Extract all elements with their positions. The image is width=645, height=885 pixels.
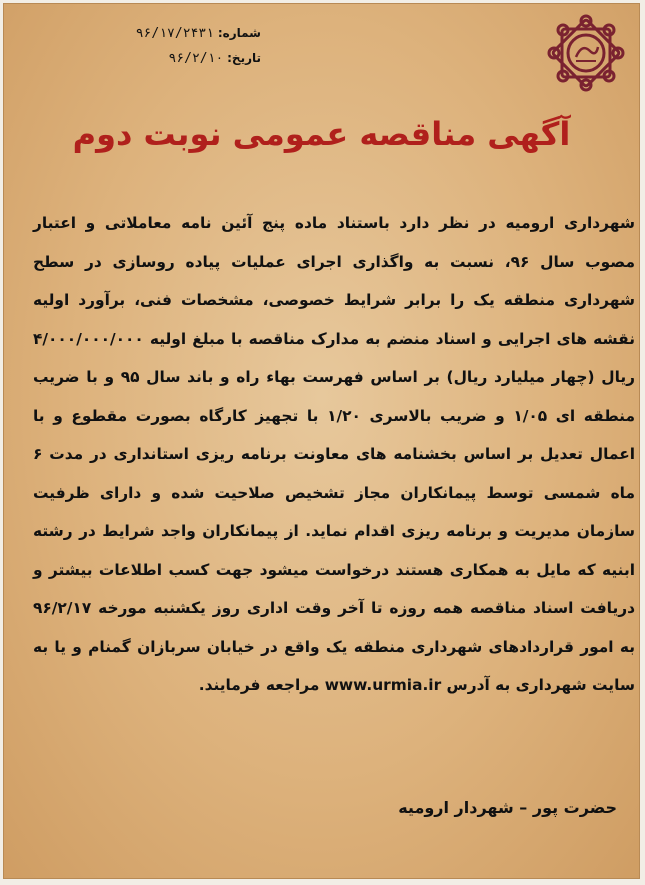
signature: حضرت پور – شهردار ارومیه xyxy=(398,798,617,817)
reference-number xyxy=(61,21,261,46)
reference-date xyxy=(61,46,261,71)
notice-paper xyxy=(3,3,640,879)
reference-info xyxy=(61,21,261,71)
notice-body: شهرداری ارومیه در نظر دارد باستناد ماده پنج آئین نامه معاملاتی و اعتبار مصوب سال ۹۶، نسبت به واگذاری اجرای عملیات پیاده روسازی در سطح شهرداری منطقه یک را برابر شرایط خصوصی، مشخصات فنی، برآورد اولیه نقشه های اجرایی و اسناد منضم به مدارک مناقصه با مبلغ اولیه ۴/۰۰۰/۰۰۰/۰۰۰ ریال (چهار میلیارد ریال) بر اساس فهرست بهاء راه و باند سال ۹۵ و با ضریب منطقه ای ۱/۰۵ و ضریب بالاسری ۱/۲۰ با تجهیز کارگاه بصورت مقطوع و با اعمال تعدیل بر اساس بخشنامه های معاونت برنامه ریزی استانداری در مدت ۶ ماه شمسی توسط پیمانکاران مجاز تشخیص صلاحیت شده و دارای ظرفیت سازمان مدیریت و برنامه ریزی اقدام نماید. از پیمانکاران واجد شرایط در رشته ابنیه که مایل به همکاری هستند درخواست میشود جهت کسب اطلاعات بیشتر و دریافت اسناد مناقصه همه روزه تا آخر وقت اداری روز یکشنبه مورخه ۹۶/۲/۱۷ به امور قراردادهای شهرداری منطقه یک واقع در خیابان سربازان گمنام و یا به سایت شهرداری به آدرس www.urmia.ir مراجعه فرمایند. xyxy=(33,214,636,694)
date-value: ۹۶/۲/۱۰ xyxy=(168,51,224,66)
date-label: تاریخ: xyxy=(227,51,261,65)
municipality-logo-icon xyxy=(546,13,626,93)
number-value: ۹۶/۱۷/۲۴۳۱ xyxy=(135,26,215,41)
notice-title: آگهی مناقصه عمومی نوبت دوم xyxy=(72,115,571,153)
number-label: شماره: xyxy=(217,26,261,40)
